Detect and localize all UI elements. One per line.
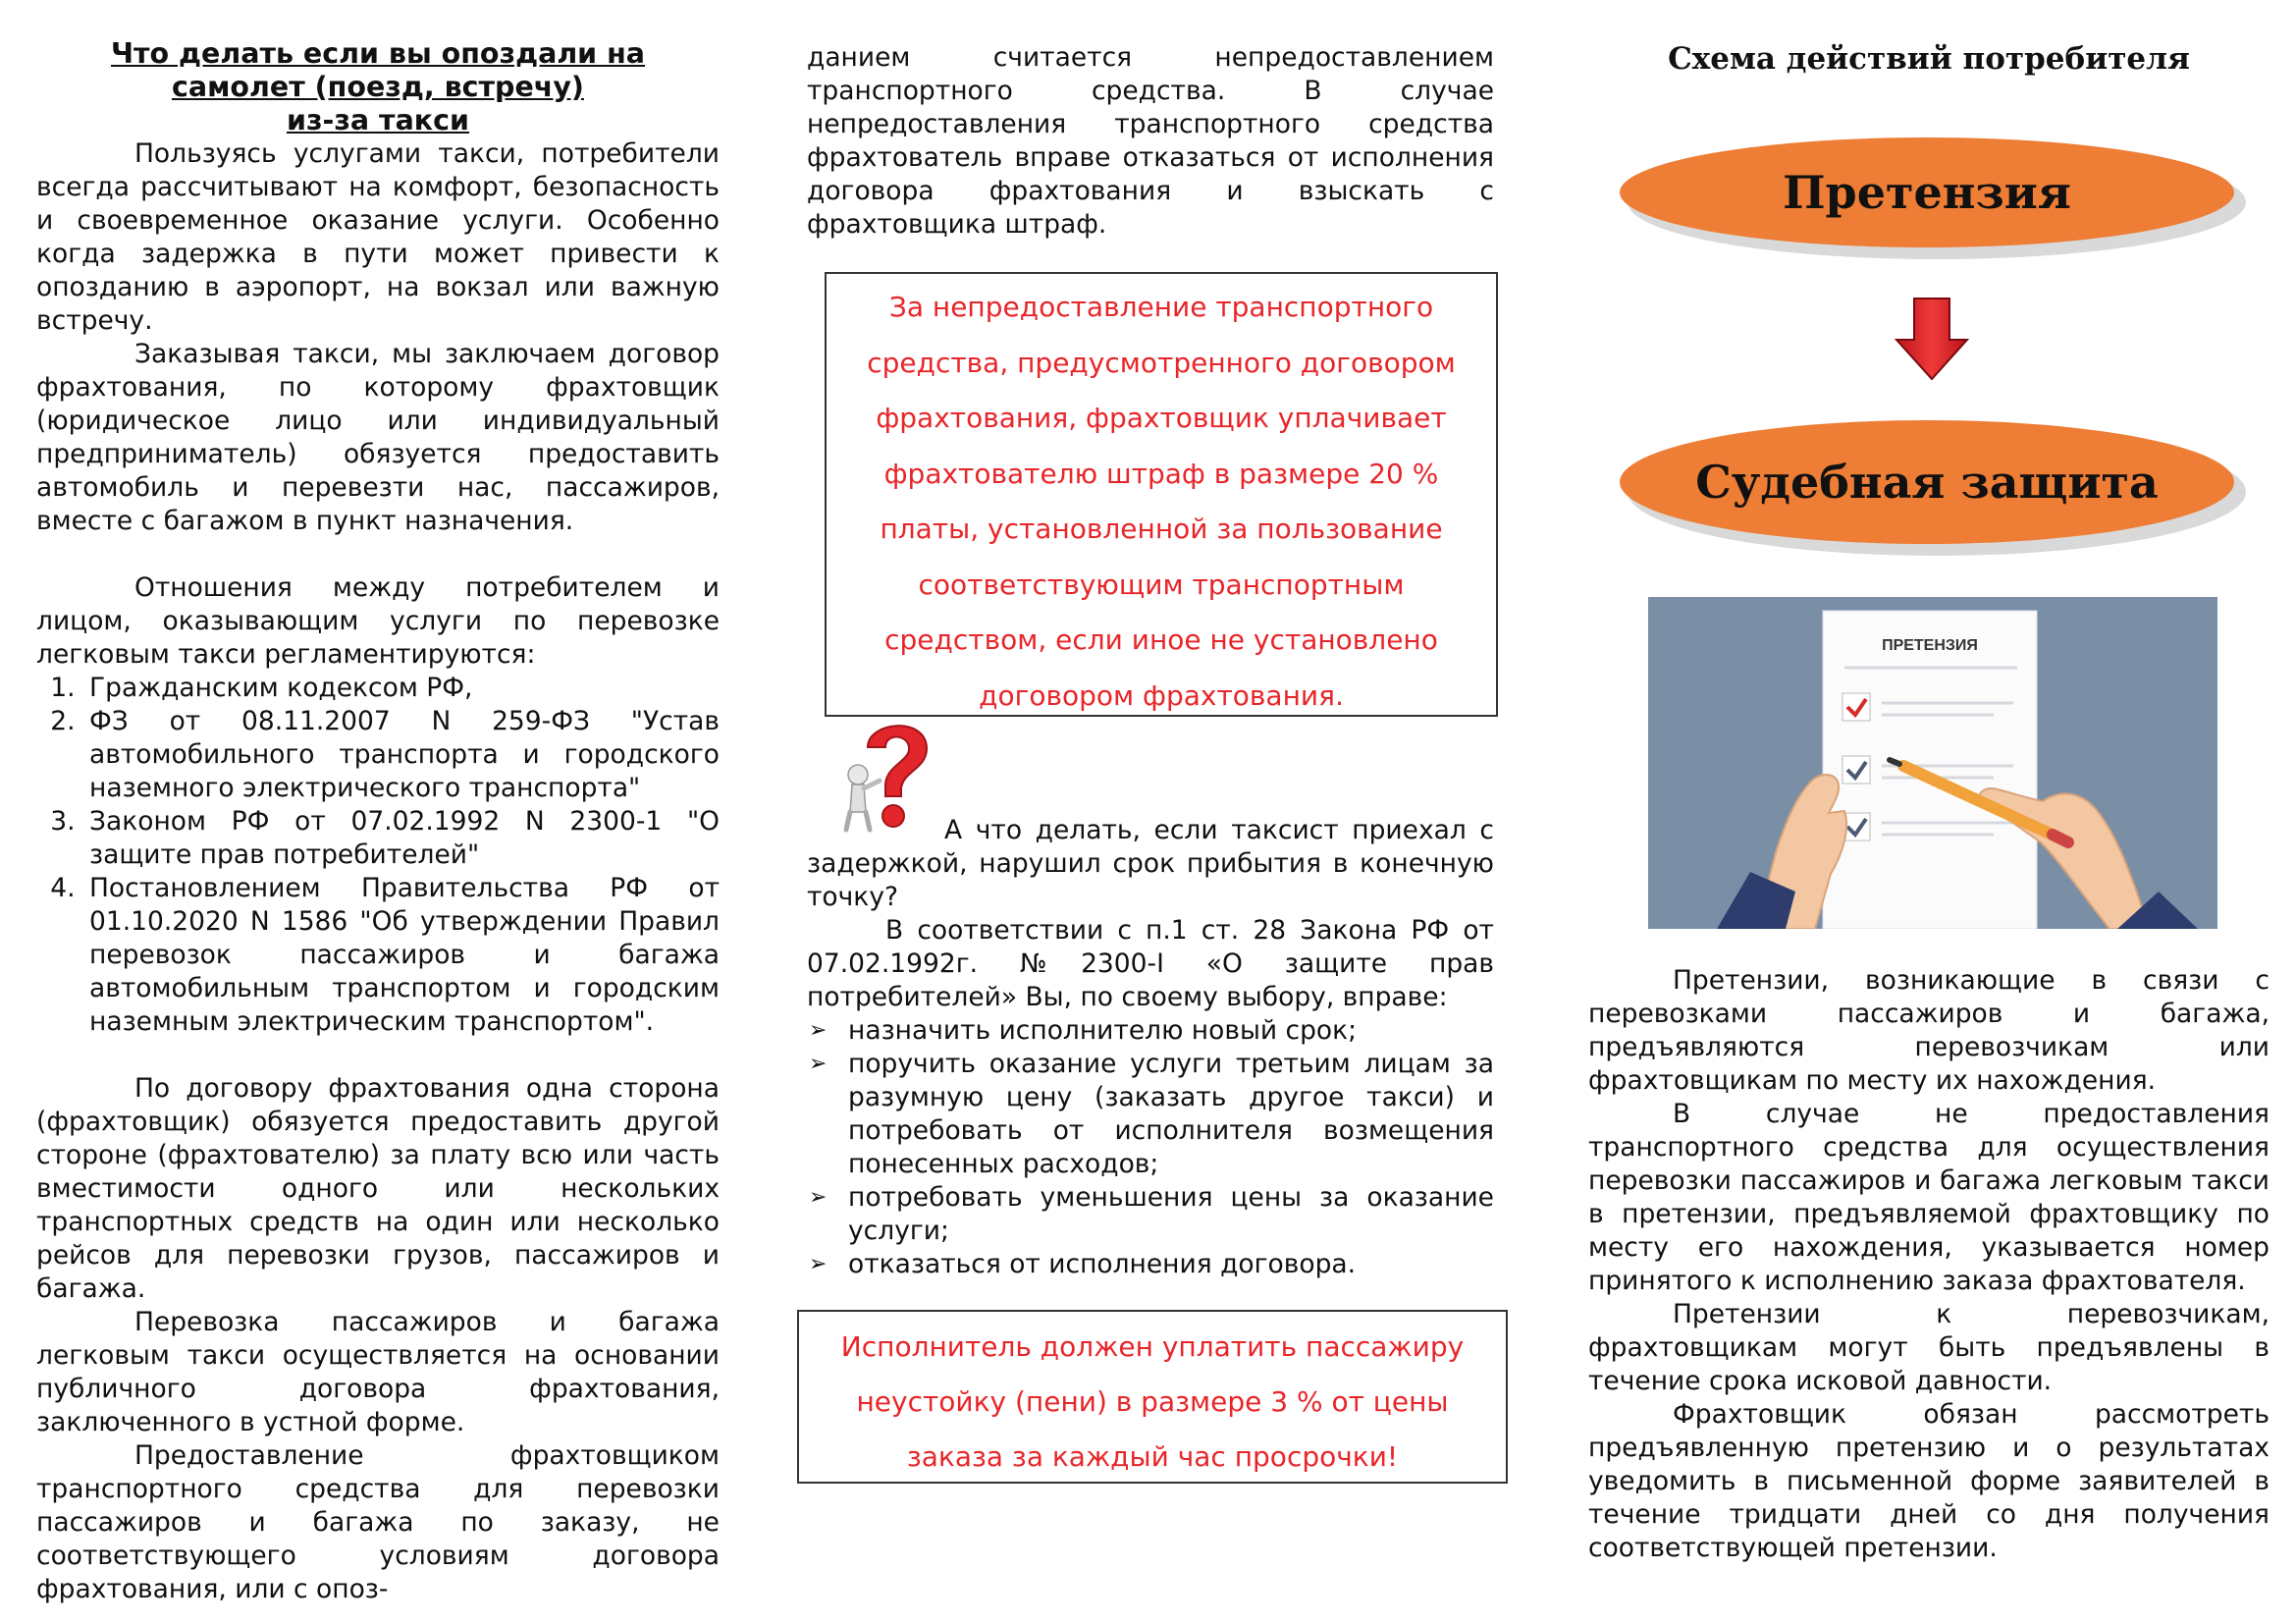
article-title-line-1: Что делать если вы опоздали на	[110, 37, 646, 70]
box-line: платы, установленной за пользование	[880, 513, 1443, 545]
article-title-line-3: из-за такси	[286, 104, 470, 136]
step-court-label: Судебная защита	[1620, 420, 2234, 544]
limitation-paragraph: Претензии к перевозчикам, фрахтовщикам могут быть предъявлены в течение срока исковой давности.	[1588, 1299, 2269, 1396]
list-item: ➢ назначить исполнителю новый срок;	[809, 1015, 1358, 1046]
box-line: средством, если иное не установлено	[884, 623, 1438, 656]
chevron-bullet-icon: ➢	[809, 1185, 828, 1210]
box-line: фрахтователю штраф в размере 20 %	[883, 457, 1439, 490]
charter-definition-paragraph: По договору фрахтования одна сторона (фрахтовщик) обязуется предоставить другой стороне (фрахтователю) за плату всю или часть вместимости одного или нескольких транспортных средств на один или несколько рейсов для перевозки грузов, пассажиров и багажа.	[36, 1073, 720, 1304]
box-line: фрахтования, фрахтовщик уплачивает	[876, 402, 1447, 434]
step-court	[1620, 420, 2248, 558]
chevron-bullet-icon: ➢	[809, 1252, 828, 1276]
list-item: ➢ поручить оказание услуги третьим лицам за разумную цену (заказать другое такси) и потребовать от исполнителя возмещения понесенных расходов;	[809, 1049, 1494, 1179]
box-line: За непредоставление транспортного	[888, 291, 1434, 323]
list-item: 2. ФЗ от 08.11.2007 N 259-ФЗ "Устав автомобильного транспорта и городского наземного электрического транспорта"	[83, 705, 720, 805]
rights-list	[807, 1014, 1494, 1281]
list-item: ➢ потребовать уменьшения цены за оказание услуги;	[809, 1182, 1494, 1246]
list-item: ➢ отказаться от исполнения договора.	[809, 1249, 1357, 1279]
claim-document-illustration	[1648, 597, 2217, 929]
box-line: договором фрахтования.	[979, 678, 1344, 712]
box-line: средства, предусмотренного договором	[867, 346, 1456, 379]
public-contract-paragraph: Перевозка пассажиров и багажа легковым такси осуществляется на основании публичного договора фрахтования, заключенного в устной форме.	[36, 1307, 720, 1437]
chevron-bullet-icon: ➢	[809, 1052, 828, 1076]
regulation-paragraph: Отношения между потребителем и лицом, оказывающим услуги по перевозке легковым такси регламентируются:	[36, 572, 720, 670]
list-item: 1. Гражданским кодексом РФ,	[83, 672, 720, 705]
question-paragraph: А что делать, если таксист приехал с задержкой, нарушил срок прибытия в конечную точку?	[807, 815, 1494, 912]
claims-paragraph: Претензии, возникающие в связи с перевозками пассажиров и багажа, предъявляются перевозчикам или фрахтовщикам по месту их нахождения.	[1588, 965, 2269, 1096]
penalty-20-box	[825, 272, 1498, 717]
column-3	[1588, 964, 2269, 1565]
continued-paragraph: данием считается непредоставлением транспортного средства. В случае непредоставления транспортного средства фрахтователь вправе отказаться от исполнения договора фрахтования и взыскать с фрахтовщика штраф.	[807, 42, 1494, 240]
article-title-line-2: самолет (поезд, встречу)	[172, 71, 584, 103]
illustration-label: ПРЕТЕНЗИЯ	[1882, 637, 1978, 654]
down-arrow-icon	[1895, 297, 1969, 381]
late-provision-paragraph: Предоставление фрахтовщиком транспортного средства для перевозки пассажиров и багажа по заказу, не соответствующего условиям договора фрахтования, или с опоз-	[36, 1440, 720, 1604]
column-1	[36, 37, 720, 1606]
step-claim-label: Претензия	[1620, 137, 2234, 247]
box-line: заказа за каждый час просрочки!	[906, 1440, 1399, 1473]
box-line: соответствующим транспортным	[918, 568, 1405, 601]
box-line: Исполнитель должен уплатить пассажиру	[840, 1330, 1465, 1363]
intro-paragraph: Пользуясь услугами такси, потребители всегда рассчитывают на комфорт, безопасность и своевременное оказание услуги. Особенно когда задержка в пути может привести к опозданию в аэропорт, на вокзал или важную встречу.	[36, 138, 720, 336]
regulation-list	[36, 672, 720, 1039]
contract-paragraph: Заказывая такси, мы заключаем договор фрахтования, по которому фрахтовщик (юридическое лицо или индивидуальный предприниматель) обязуется предоставить автомобиль и перевезти нас, пассажиров, вместе с багажом в пункт назначения.	[36, 339, 720, 536]
scheme-title: Схема действий потребителя	[1668, 41, 2190, 77]
step-claim	[1620, 137, 2248, 260]
box-line: неустойку (пени) в размере 3 % от цены	[856, 1385, 1449, 1418]
non-provision-paragraph: В случае не предоставления транспортного средства для осуществления перевозки пассажиров и багажа легковым такси в претензии, предъявляемой фрахтовщику по месту его нахождения, указывается номер принятого к исполнению заказа фрахтователя.	[1588, 1099, 2269, 1296]
list-item: 4. Постановлением Правительства РФ от 01.10.2020 N 1586 "Об утверждении Правил перевозок пассажиров и багажа автомобильным транспортом и городским наземным электрическим транспортом".	[83, 872, 720, 1039]
column-2	[807, 41, 1494, 242]
penalty-3-box	[797, 1310, 1508, 1484]
column-2-lower	[807, 814, 1494, 1281]
law-paragraph: В соответствии с п.1 ст. 28 Закона РФ от 07.02.1992г. №2300-I «О защите прав потребителей» Вы, по своему выбору, вправе:	[807, 915, 1494, 1012]
list-item: 3. Законом РФ от 07.02.1992 N 2300-1 "О защите прав потребителей"	[83, 805, 720, 872]
response-paragraph: Фрахтовщик обязан рассмотреть предъявленную претензию и о результатах уведомить в письменной форме заявителей в течение тридцати дней со дня получения соответствующей претензии.	[1588, 1399, 2269, 1563]
chevron-bullet-icon: ➢	[809, 1018, 828, 1043]
